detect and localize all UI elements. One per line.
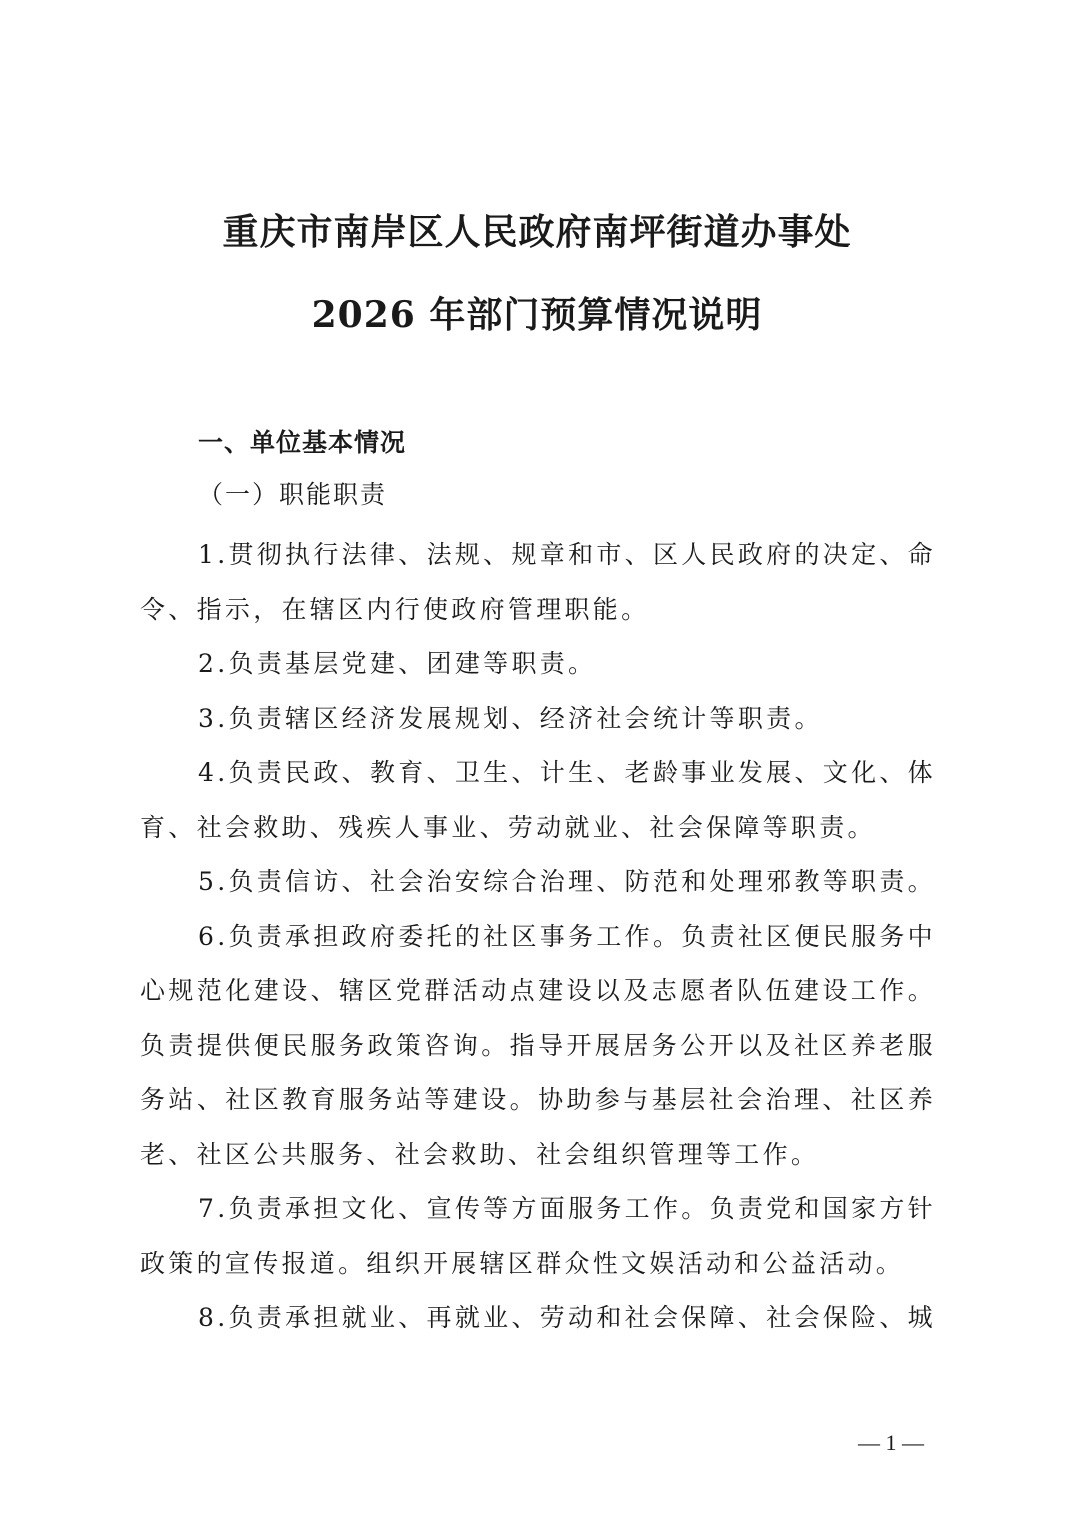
paragraph-6: 6.负责承担政府委托的社区事务工作。负责社区便民服务中心规范化建设、辖区党群活动点建设以及志愿者队伍建设工作。负责提供便民服务政策咨询。指导开展居务公开以及社区养老服务站、社区教育服务站等建设。协助参与基层社会治理、社区养老、社区公共服务、社会救助、社会组织管理等工作。 [140,921,936,1169]
page-number: — 1 — [858,1430,924,1455]
document-title-line-2: 2026 年部门预算情况说明 [311,294,763,336]
paragraph-5: 5.负责信访、社会治安综合治理、防范和处理邪教等职责。 [198,867,936,896]
paragraph-4: 4.负责民政、教育、卫生、计生、老龄事业发展、文化、体育、社会救助、残疾人事业、劳动就业、社会保障等职责。 [140,758,936,842]
section-heading: 一、单位基本情况 [198,428,407,457]
document-title-line-1: 重庆市南岸区人民政府南坪街道办事处 [222,211,852,253]
paragraph-8: 8.负责承担就业、再就业、劳动和社会保障、社会保险、城 [198,1303,936,1332]
body-text [140,528,936,1346]
paragraph-2: 2.负责基层党建、团建等职责。 [198,649,597,678]
paragraph-7: 7.负责承担文化、宣传等方面服务工作。负责党和国家方针政策的宣传报道。组织开展辖区群众性文娱活动和公益活动。 [140,1194,936,1278]
subsection-heading: （一）职能职责 [198,480,388,509]
paragraph-1: 1.贯彻执行法律、法规、规章和市、区人民政府的决定、命令、指示，在辖区内行使政府管理职能。 [140,540,936,624]
paragraph-3: 3.负责辖区经济发展规划、经济社会统计等职责。 [198,703,823,733]
